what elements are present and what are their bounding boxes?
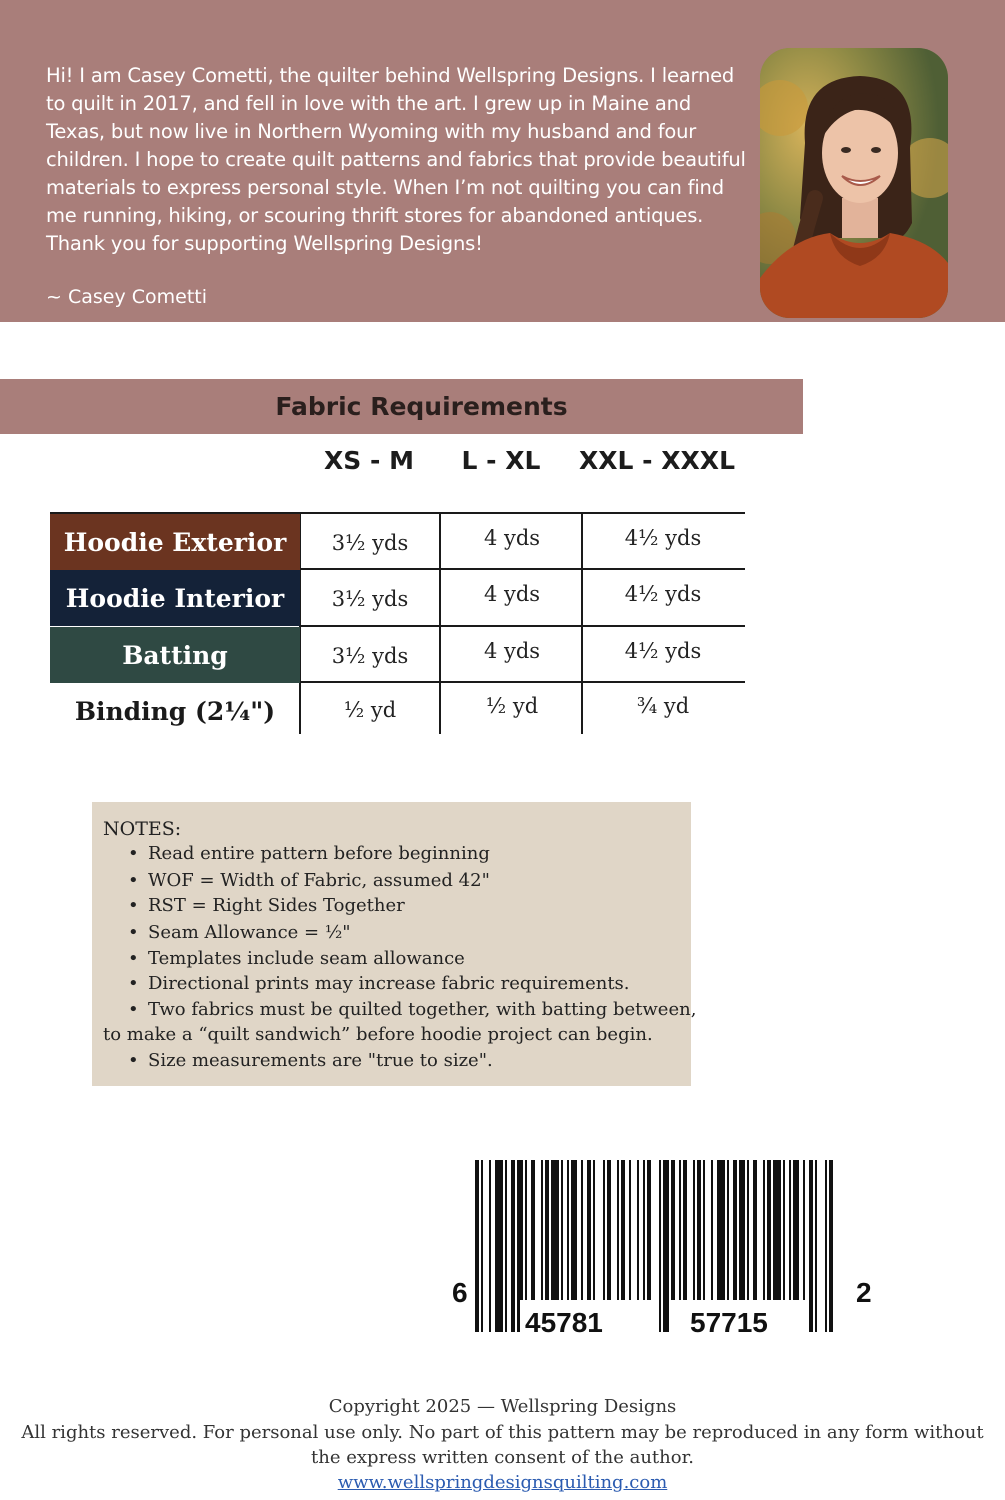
table-cell: 4½ yds <box>624 582 702 606</box>
bio-line: to quilt in 2017, and fell in love with the art. I grew up in Maine and <box>46 92 692 115</box>
note-text: Size measurements are "true to size". <box>148 1050 493 1071</box>
note-text: Read entire pattern before beginning <box>148 843 490 864</box>
note-text: Templates include seam allowance <box>148 948 465 969</box>
row-label-batting: Batting <box>50 627 300 683</box>
website-link[interactable]: www.wellspringdesignsquilting.com <box>337 1472 668 1493</box>
barcode-bar <box>825 1160 827 1332</box>
note-continuation: to make a “quilt sandwich” before hoodie project can begin. <box>103 1024 653 1045</box>
table-cell: 4½ yds <box>624 526 702 550</box>
bio-line: Texas, but now live in Northern Wyoming with my husband and four <box>46 120 697 143</box>
note-item: • RST = Right Sides Together <box>128 895 405 916</box>
bio-line: materials to express personal style. When I’m not quilting you can find <box>46 176 724 199</box>
footer-rights: All rights reserved. For personal use only. No part of this pattern may be reproduced in any form without <box>21 1422 984 1443</box>
size-header-xxl-xxxl: XXL - XXXL <box>578 446 736 475</box>
size-header-l-xl: L - XL <box>461 446 541 475</box>
barcode-bar <box>481 1160 483 1332</box>
note-item: • WOF = Width of Fabric, assumed 42" <box>128 870 490 891</box>
note-item: • Directional prints may increase fabric requirements. <box>128 973 630 994</box>
barcode-lead-digit: 6 <box>452 1277 468 1308</box>
barcode-check-digit: 2 <box>856 1277 872 1308</box>
table-cell: 3½ yds <box>331 531 409 555</box>
barcode-bar <box>809 1160 813 1332</box>
table-cell: 3½ yds <box>331 644 409 668</box>
requirements-title: Fabric Requirements <box>275 392 568 421</box>
note-item: • Size measurements are "true to size". <box>128 1050 493 1071</box>
note-text: RST = Right Sides Together <box>148 895 405 916</box>
bio-line: Hi! I am Casey Cometti, the quilter behind Wellspring Designs. I learned <box>46 64 735 87</box>
table-cell: 4½ yds <box>624 639 702 663</box>
table-cell: ½ yd <box>343 698 397 722</box>
table-cell: 3½ yds <box>331 587 409 611</box>
table-rule <box>300 625 745 627</box>
barcode-bar <box>663 1160 669 1332</box>
upc-barcode <box>450 1160 880 1340</box>
table-cell: 4 yds <box>483 526 541 550</box>
bio-line: me running, hiking, or scouring thrift stores for abandoned antiques. <box>46 204 704 227</box>
bio-signature: ~ Casey Cometti <box>46 286 208 308</box>
barcode-right-group: 57715 <box>690 1307 768 1338</box>
table-cell: ¾ yd <box>636 694 690 718</box>
note-item: • Templates include seam allowance <box>128 948 465 969</box>
size-header-xs-m: XS - M <box>324 446 414 475</box>
table-cell: ½ yd <box>485 694 539 718</box>
row-label-hoodie-interior: Hoodie Interior <box>50 570 300 626</box>
table-cell: 4 yds <box>483 582 541 606</box>
notes-title: NOTES: <box>103 818 182 840</box>
barcode-bar <box>659 1160 661 1332</box>
note-text: Directional prints may increase fabric requirements. <box>148 973 630 994</box>
row-label-hoodie-exterior: Hoodie Exterior <box>50 514 300 570</box>
bio-line: children. I hope to create quilt patterns and fabrics that provide beautiful <box>46 148 746 171</box>
table-rule <box>300 568 745 570</box>
author-photo <box>760 48 948 318</box>
footer-copyright: Copyright 2025 — Wellspring Designs <box>328 1396 677 1417</box>
note-item: • Two fabrics must be quilted together, with batting between, <box>128 999 697 1020</box>
note-item: • Read entire pattern before beginning <box>128 843 490 864</box>
barcode-bar <box>815 1160 817 1332</box>
barcode-bar <box>829 1160 833 1332</box>
bio-line: Thank you for supporting Wellspring Designs! <box>46 232 483 255</box>
footer-website <box>0 1472 1005 1493</box>
note-text: Two fabrics must be quilted together, with batting between, <box>148 999 697 1020</box>
barcode-bar <box>489 1160 491 1332</box>
barcode-left-group: 45781 <box>525 1307 603 1338</box>
note-item: • Seam Allowance = ½" <box>128 922 351 943</box>
barcode-bar <box>505 1160 507 1332</box>
barcode-bar <box>495 1160 503 1332</box>
row-label-binding: Binding (2¼") <box>74 696 276 726</box>
note-text: Seam Allowance = ½" <box>148 922 351 943</box>
barcode-bar <box>511 1160 515 1332</box>
table-cell: 4 yds <box>483 639 541 663</box>
footer-rights-continued: the express written consent of the author. <box>311 1447 694 1468</box>
note-text: WOF = Width of Fabric, assumed 42" <box>148 870 490 891</box>
bio-paragraph <box>46 62 762 258</box>
barcode-bar <box>475 1160 479 1332</box>
